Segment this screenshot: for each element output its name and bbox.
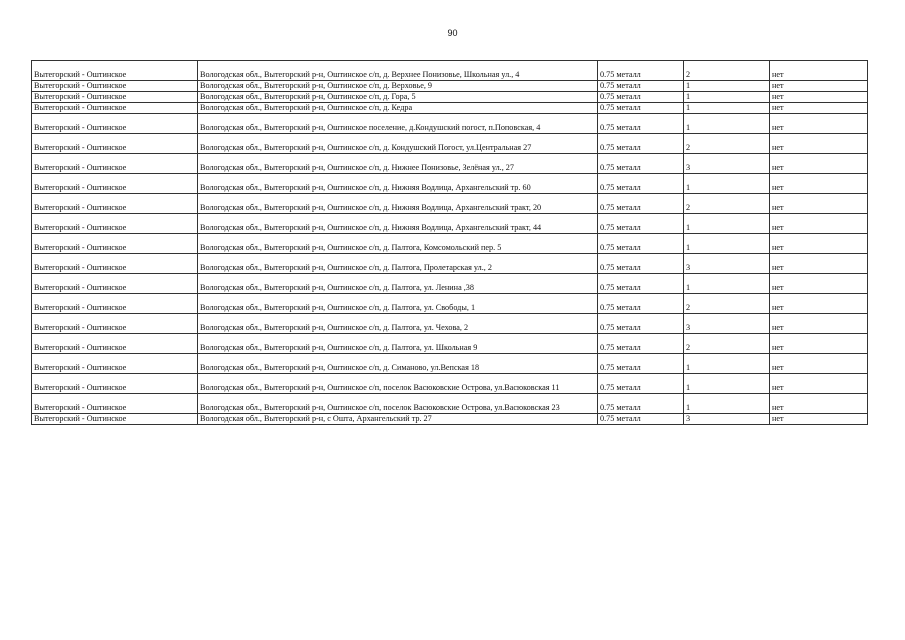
- cell-count: 3: [684, 314, 770, 334]
- table-row: [32, 61, 868, 81]
- table-row: [32, 114, 868, 134]
- cell-area: Вытегорский - Оштинское: [32, 134, 198, 154]
- cell-volume: 0.75 металл: [598, 103, 684, 114]
- cell-count: 3: [684, 254, 770, 274]
- cell-count: 2: [684, 334, 770, 354]
- cell-area: Вытегорский - Оштинское: [32, 92, 198, 103]
- table-row: [32, 394, 868, 414]
- table-row: [32, 254, 868, 274]
- cell-volume: 0.75 металл: [598, 81, 684, 92]
- cell-address: Вологодская обл., Вытегорский р-н, с Ошта, Архангельский тр. 27: [198, 414, 598, 425]
- cell-separate: нет: [770, 81, 868, 92]
- cell-count: 2: [684, 294, 770, 314]
- cell-volume: 0.75 металл: [598, 214, 684, 234]
- cell-separate: нет: [770, 414, 868, 425]
- cell-volume: 0.75 металл: [598, 154, 684, 174]
- cell-area: Вытегорский - Оштинское: [32, 174, 198, 194]
- table-row: [32, 92, 868, 103]
- cell-volume: 0.75 металл: [598, 314, 684, 334]
- cell-volume: 0.75 металл: [598, 374, 684, 394]
- cell-count: 3: [684, 414, 770, 425]
- cell-separate: нет: [770, 354, 868, 374]
- cell-count: 1: [684, 374, 770, 394]
- cell-count: 1: [684, 114, 770, 134]
- cell-area: Вытегорский - Оштинское: [32, 214, 198, 234]
- cell-volume: 0.75 металл: [598, 61, 684, 81]
- table-row: [32, 274, 868, 294]
- cell-address: Вологодская обл., Вытегорский р-н, Оштинское с/п, д. Палтога, Комсомольский пер. 5: [198, 234, 598, 254]
- cell-address: Вологодская обл., Вытегорский р-н, Оштинское с/п, д. Нижняя Водлица, Архангельский тракт, 44: [198, 214, 598, 234]
- table-row: [32, 234, 868, 254]
- table-row: [32, 154, 868, 174]
- cell-area: Вытегорский - Оштинское: [32, 354, 198, 374]
- cell-address: Вологодская обл., Вытегорский р-н, Оштинское с/п, д. Симаново, ул.Вепская 18: [198, 354, 598, 374]
- cell-volume: 0.75 металл: [598, 254, 684, 274]
- table-row: [32, 414, 868, 425]
- cell-separate: нет: [770, 294, 868, 314]
- cell-count: 1: [684, 234, 770, 254]
- table-row: [32, 334, 868, 354]
- cell-area: Вытегорский - Оштинское: [32, 254, 198, 274]
- cell-count: 1: [684, 394, 770, 414]
- cell-address: Вологодская обл., Вытегорский р-н, Оштинское с/п, д. Палтога, ул. Школьная 9: [198, 334, 598, 354]
- cell-volume: 0.75 металл: [598, 114, 684, 134]
- cell-volume: 0.75 металл: [598, 394, 684, 414]
- cell-volume: 0.75 металл: [598, 234, 684, 254]
- cell-volume: 0.75 металл: [598, 334, 684, 354]
- cell-area: Вытегорский - Оштинское: [32, 294, 198, 314]
- cell-count: 1: [684, 92, 770, 103]
- cell-count: 1: [684, 354, 770, 374]
- cell-count: 1: [684, 274, 770, 294]
- cell-separate: нет: [770, 234, 868, 254]
- cell-separate: нет: [770, 134, 868, 154]
- cell-address: Вологодская обл., Вытегорский р-н, Оштинское с/п, д. Кондушский Погост, ул.Центральная 27: [198, 134, 598, 154]
- cell-area: Вытегорский - Оштинское: [32, 394, 198, 414]
- table-row: [32, 174, 868, 194]
- cell-address: Вологодская обл., Вытегорский р-н, Оштинское с/п, д. Нижнее Понизовье, Зелёная ул., 27: [198, 154, 598, 174]
- cell-count: 3: [684, 154, 770, 174]
- cell-count: 1: [684, 81, 770, 92]
- table-row: [32, 354, 868, 374]
- table-row: [32, 194, 868, 214]
- cell-volume: 0.75 металл: [598, 174, 684, 194]
- cell-address: Вологодская обл., Вытегорский р-н, Оштинское с/п, д. Гора, 5: [198, 92, 598, 103]
- cell-count: 1: [684, 174, 770, 194]
- cell-address: Вологодская обл., Вытегорский р-н, Оштинское с/п, д. Кедра: [198, 103, 598, 114]
- cell-separate: нет: [770, 174, 868, 194]
- cell-address: Вологодская обл., Вытегорский р-н, Оштинское с/п, д. Палтога, ул. Свободы, 1: [198, 294, 598, 314]
- cell-volume: 0.75 металл: [598, 274, 684, 294]
- cell-area: Вытегорский - Оштинское: [32, 194, 198, 214]
- cell-address: Вологодская обл., Вытегорский р-н, Оштинское с/п, поселок Васюковские Острова, ул.Васюковская 11: [198, 374, 598, 394]
- table-row: [32, 294, 868, 314]
- cell-separate: нет: [770, 194, 868, 214]
- cell-separate: нет: [770, 314, 868, 334]
- container-sites-table: [31, 60, 868, 425]
- page-number: 90: [447, 28, 458, 38]
- cell-volume: 0.75 металл: [598, 294, 684, 314]
- cell-area: Вытегорский - Оштинское: [32, 234, 198, 254]
- cell-separate: нет: [770, 374, 868, 394]
- cell-address: Вологодская обл., Вытегорский р-н, Оштинское с/п, д. Верховье, 9: [198, 81, 598, 92]
- cell-separate: нет: [770, 154, 868, 174]
- cell-count: 2: [684, 194, 770, 214]
- cell-address: Вологодская обл., Вытегорский р-н, Оштинское с/п, д. Нижняя Водлица, Архангельский тр. 60: [198, 174, 598, 194]
- cell-separate: нет: [770, 334, 868, 354]
- cell-address: Вологодская обл., Вытегорский р-н, Оштинское с/п, д. Палтога, Пролетарская ул., 2: [198, 254, 598, 274]
- cell-count: 2: [684, 61, 770, 81]
- cell-volume: 0.75 металл: [598, 194, 684, 214]
- cell-area: Вытегорский - Оштинское: [32, 61, 198, 81]
- cell-address: Вологодская обл., Вытегорский р-н, Оштинское с/п, д. Верхнее Понизовье, Школьная ул., 4: [198, 61, 598, 81]
- cell-count: 1: [684, 103, 770, 114]
- cell-area: Вытегорский - Оштинское: [32, 374, 198, 394]
- cell-area: Вытегорский - Оштинское: [32, 154, 198, 174]
- cell-area: Вытегорский - Оштинское: [32, 414, 198, 425]
- cell-separate: нет: [770, 214, 868, 234]
- cell-separate: нет: [770, 114, 868, 134]
- table-row: [32, 314, 868, 334]
- cell-count: 1: [684, 214, 770, 234]
- cell-address: Вологодская обл., Вытегорский р-н, Оштинское поселение, д.Кондушский погост, п.Поповская, 4: [198, 114, 598, 134]
- cell-address: Вологодская обл., Вытегорский р-н, Оштинское с/п, поселок Васюковские Острова, ул.Васюковская 23: [198, 394, 598, 414]
- cell-volume: 0.75 металл: [598, 354, 684, 374]
- table-row: [32, 81, 868, 92]
- table-row: [32, 374, 868, 394]
- table-row: [32, 134, 868, 154]
- cell-separate: нет: [770, 92, 868, 103]
- cell-volume: 0.75 металл: [598, 134, 684, 154]
- cell-separate: нет: [770, 61, 868, 81]
- cell-separate: нет: [770, 274, 868, 294]
- table-row: [32, 103, 868, 114]
- cell-area: Вытегорский - Оштинское: [32, 103, 198, 114]
- cell-area: Вытегорский - Оштинское: [32, 334, 198, 354]
- cell-count: 2: [684, 134, 770, 154]
- cell-separate: нет: [770, 394, 868, 414]
- cell-separate: нет: [770, 103, 868, 114]
- cell-area: Вытегорский - Оштинское: [32, 114, 198, 134]
- cell-volume: 0.75 металл: [598, 92, 684, 103]
- cell-volume: 0.75 металл: [598, 414, 684, 425]
- cell-area: Вытегорский - Оштинское: [32, 81, 198, 92]
- table-row: [32, 214, 868, 234]
- cell-address: Вологодская обл., Вытегорский р-н, Оштинское с/п, д. Нижняя Водлица, Архангельский тракт, 20: [198, 194, 598, 214]
- cell-address: Вологодская обл., Вытегорский р-н, Оштинское с/п, д. Палтога, ул. Ленина ,38: [198, 274, 598, 294]
- cell-area: Вытегорский - Оштинское: [32, 314, 198, 334]
- cell-area: Вытегорский - Оштинское: [32, 274, 198, 294]
- cell-separate: нет: [770, 254, 868, 274]
- cell-address: Вологодская обл., Вытегорский р-н, Оштинское с/п, д. Палтога, ул. Чехова, 2: [198, 314, 598, 334]
